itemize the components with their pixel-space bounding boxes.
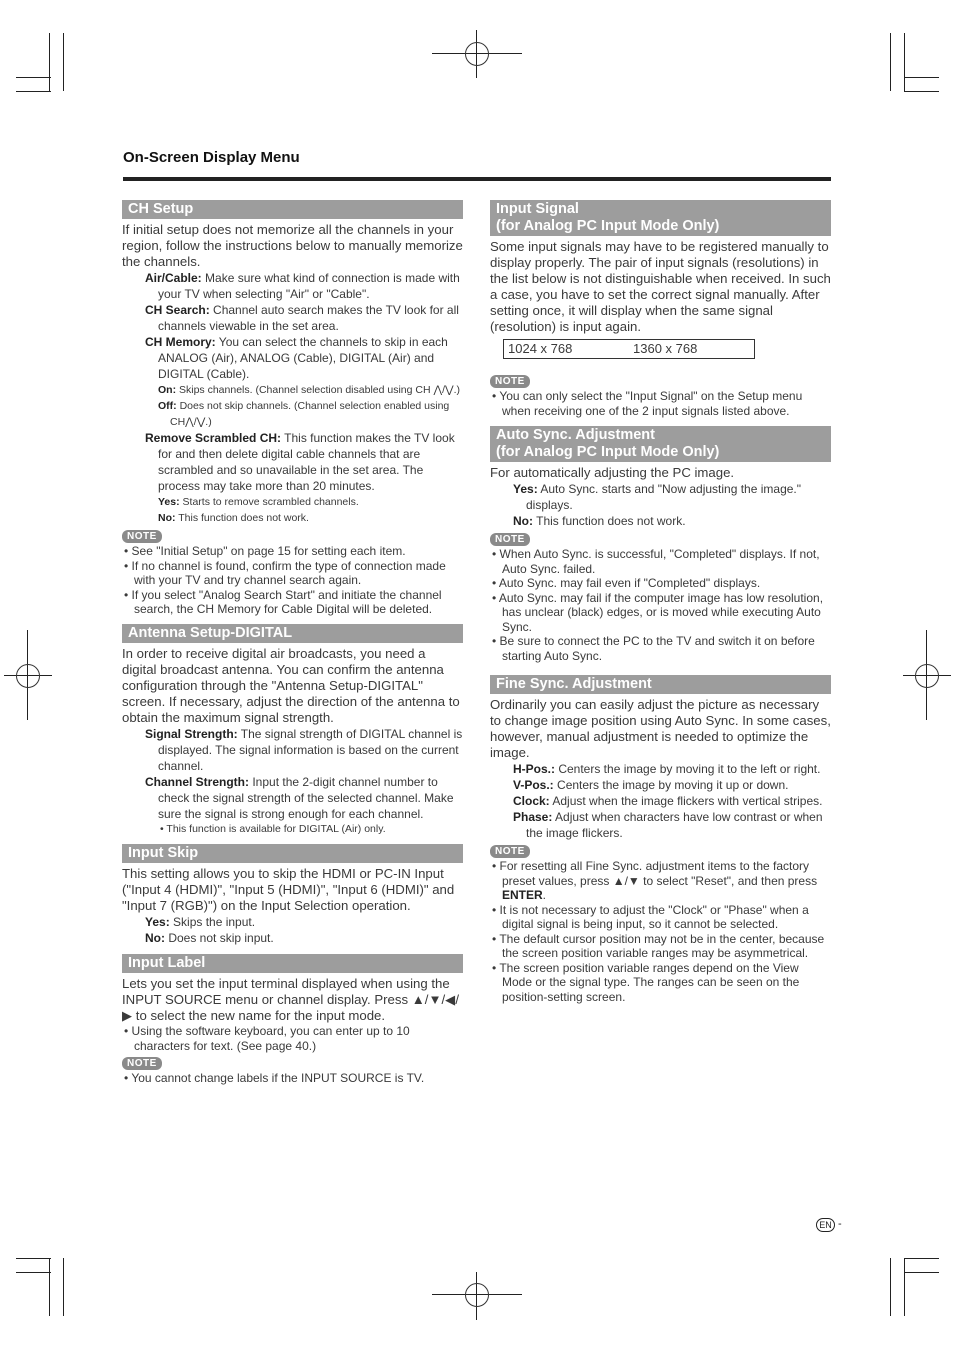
note-bullet: • The screen position variable ranges depend on the View Mode or the signal type. The ranges can be seen on the position-setting screen. <box>492 960 800 1004</box>
channel-strength-item: Channel Strength: Input the 2-digit channel number to check the signal strength of the selected channel. Make sure the signal is strong enough for each channel. <box>145 774 454 821</box>
registration-circle <box>16 664 40 688</box>
fine-sync-heading: Fine Sync. Adjustment <box>490 675 831 694</box>
note-bullet: • The default cursor position may not be in the center, because the screen position variable ranges may be asymmetrical. <box>492 931 825 960</box>
input-skip-intro: This setting allows you to skip the HDMI or PC-IN Input ("Input 4 (HDMI)", "Input 5 (HDMI)", "Input 6 (HDMI)" and "Input 7 (RGB)") on the Input Selection operation. <box>122 866 455 913</box>
input-label-intro: Lets you set the input terminal displayed when using the INPUT SOURCE menu or channel display. Press ▲/▼/◀/▶ to select the new name for the input mode. <box>122 976 459 1023</box>
hpos-item: H-Pos.: Centers the image by moving it to the left or right. <box>513 762 821 776</box>
input-label-heading: Input Label <box>122 954 463 973</box>
crop-mark <box>63 33 64 91</box>
note-bullet: • Be sure to connect the PC to the TV and switch it on before starting Auto Sync. <box>492 634 815 663</box>
note-badge: NOTE <box>122 1057 162 1070</box>
ch-setup-intro: If initial setup does not memorize all the channels in your region, follow the instructions below to manually memorize the channels. <box>122 222 463 269</box>
ch-memory-on: On: Skips channels. (Channel selection disabled using CH ⋀/⋁.) <box>158 384 461 396</box>
signal-strength-item: Signal Strength: The signal strength of DIGITAL channel is displayed. The signal information is based on the current channel. <box>145 726 463 773</box>
note-badge: NOTE <box>122 530 162 543</box>
auto-sync-yes: Yes: Auto Sync. starts and "Now adjusting the image." displays. <box>513 482 802 512</box>
ch-memory-off: Off: Does not skip channels. (Channel selection enabled using CH⋀/⋁.) <box>158 400 450 428</box>
note-bullet: • You cannot change labels if the INPUT SOURCE is TV. <box>124 1071 425 1085</box>
crop-mark <box>16 1272 51 1273</box>
crop-mark <box>904 1272 939 1273</box>
crop-mark <box>890 33 891 91</box>
note-bullet: • Auto Sync. may fail if the computer image has low resolution, has unclear (black) edges, or is moved while executing Auto Sync. <box>492 590 824 634</box>
left-column <box>122 200 463 1086</box>
antenna-heading: Antenna Setup-DIGITAL <box>122 624 463 643</box>
input-skip-heading: Input Skip <box>122 844 463 863</box>
language-badge: EN <box>816 1218 835 1232</box>
resolution-1: 1024 x 768 <box>508 341 573 356</box>
resolution-table <box>503 339 755 359</box>
skip-yes: Yes: Skips the input. <box>145 915 256 929</box>
note-bullet: • It is not necessary to adjust the "Clock" or "Phase" when a digital signal is being input, so it cannot be selected. <box>492 902 809 931</box>
air-cable-item: Air/Cable: Make sure what kind of connection is made with your TV when selecting "Air" or "Cable". <box>145 271 460 301</box>
remove-no: No: This function does not work. <box>158 512 309 524</box>
note-badge: NOTE <box>490 845 530 858</box>
fine-sync-intro: Ordinarily you can easily adjust the picture as necessary to change image position using Auto Sync. In some cases, however, manual adjustment is needed to optimize the image. <box>490 697 831 760</box>
crop-mark <box>904 33 905 91</box>
crop-mark <box>890 1258 891 1316</box>
note-badge: NOTE <box>490 533 530 546</box>
note-bullet: • Auto Sync. may fail even if "Completed" displays. <box>492 576 761 590</box>
page-title: On-Screen Display Menu <box>123 149 300 166</box>
crop-mark <box>904 77 939 78</box>
remove-scrambled-item: Remove Scrambled CH: This function makes the TV look for and then delete digital cable channels that are scrambled and so unavailable in the set area. The process may take more than 20 minutes. <box>145 431 455 493</box>
skip-no: No: Does not skip input. <box>145 931 274 945</box>
auto-sync-heading: Auto Sync. Adjustment (for Analog PC Input Mode Only) <box>490 426 831 462</box>
crop-mark <box>904 91 939 92</box>
antenna-bullet: • This function is available for DIGITAL (Air) only. <box>160 822 386 835</box>
antenna-intro: In order to receive digital air broadcasts, you need a digital broadcast antenna. You can confirm the antenna configuration through the "Antenna Setup-DIGITAL" screen. If necessary, adjust the direction of the antenna to obtain the maximum signal strength. <box>122 645 460 725</box>
phase-item: Phase: Adjust when characters have low contrast or when the image flickers. <box>513 810 823 840</box>
note-bullet: • If no channel is found, confirm the type of connection made with your TV and try channel search again. <box>124 558 446 587</box>
input-label-bullet: • Using the software keyboard, you can enter up to 10 characters for text. (See page 40.) <box>124 1024 410 1053</box>
ch-setup-heading: CH Setup <box>122 200 463 219</box>
crop-mark <box>904 1258 905 1316</box>
crop-mark <box>63 1258 64 1316</box>
crop-mark <box>16 91 51 92</box>
note-bullet: • You can only select the "Input Signal" on the Setup menu when receiving one of the 2 input signals listed above. <box>492 389 803 418</box>
ch-memory-item: CH Memory: You can select the channels to skip in each ANALOG (Air), ANALOG (Cable), DIGITAL (Air) and DIGITAL (Cable). <box>145 335 448 381</box>
note-badge: NOTE <box>490 375 530 388</box>
right-column <box>490 200 831 1004</box>
registration-circle <box>465 1283 489 1307</box>
note-bullet: • For resetting all Fine Sync. adjustment items to the factory preset values, press ▲/▼ to select "Reset", and then press ENTER. <box>492 859 818 902</box>
registration-circle <box>915 664 939 688</box>
vpos-item: V-Pos.: Centers the image by moving it up or down. <box>513 778 789 792</box>
crop-mark <box>49 33 50 91</box>
input-signal-intro: Some input signals may have to be registered manually to display properly. The pair of input signals (resolutions) in the list below is not distinguishable when received. In such a case, you have to set the correct signal manually. After setting once, it will display when the same signal (resolution) is input again. <box>490 239 831 334</box>
remove-yes: Yes: Starts to remove scrambled channels. <box>158 496 359 508</box>
page-number-dash: - <box>838 1218 842 1230</box>
crop-mark <box>16 77 51 78</box>
resolution-2: 1360 x 768 <box>633 341 698 356</box>
note-bullet: • See "Initial Setup" on page 15 for setting each item. <box>124 544 406 558</box>
title-rule <box>123 177 831 181</box>
registration-circle <box>465 42 489 66</box>
clock-item: Clock: Adjust when the image flickers with vertical stripes. <box>513 794 823 808</box>
auto-sync-intro: For automatically adjusting the PC image. <box>490 465 735 480</box>
input-signal-heading: Input Signal (for Analog PC Input Mode Only) <box>490 200 831 236</box>
crop-mark <box>16 1258 51 1259</box>
note-bullet: • When Auto Sync. is successful, "Completed" displays. If not, Auto Sync. failed. <box>492 547 820 576</box>
crop-mark <box>904 1258 939 1259</box>
ch-search-item: CH Search: Channel auto search makes the TV look for all channels viewable in the set area. <box>145 303 459 333</box>
note-bullet: • If you select "Analog Search Start" and initiate the channel search, the CH Memory for Cable Digital will be deleted. <box>124 587 442 616</box>
auto-sync-no: No: This function does not work. <box>513 514 686 528</box>
crop-mark <box>49 1258 50 1316</box>
